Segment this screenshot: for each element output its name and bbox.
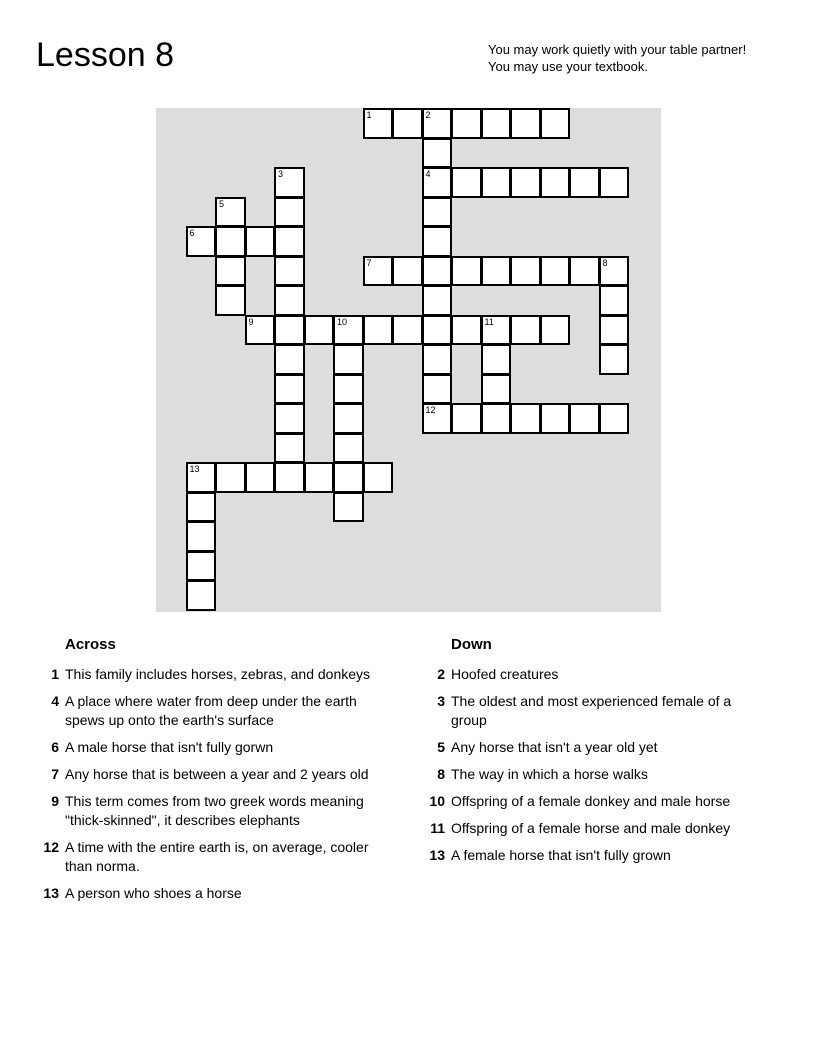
crossword-cell[interactable] [333,462,364,493]
clue-across [34,738,374,757]
clue-number: 7 [51,766,59,782]
crossword-cell[interactable] [422,138,453,169]
crossword-cell[interactable] [510,108,541,139]
crossword-cell[interactable] [599,344,630,375]
crossword-cell[interactable] [186,492,217,523]
down-clues [420,634,750,873]
crossword-cell[interactable] [274,433,305,464]
crossword-cell[interactable] [481,256,512,287]
crossword-cell[interactable] [451,403,482,434]
crossword-cell[interactable] [599,256,630,287]
cell-number: 1 [366,110,372,120]
clue-number: 4 [51,693,59,709]
crossword-cell[interactable] [540,256,571,287]
crossword-cell[interactable] [569,403,600,434]
clue-text: The oldest and most experienced female of a group [451,693,732,728]
clue-text: A person who shoes a horse [65,885,242,901]
crossword-cell[interactable] [274,344,305,375]
cell-number: 11 [484,316,494,327]
crossword-cell[interactable] [245,226,276,257]
clue-number: 3 [437,693,445,709]
crossword-cell[interactable] [333,344,364,375]
clue-text: A place where water from deep under the earth spews up onto the earth's surface [65,693,357,728]
crossword-cell[interactable] [274,374,305,405]
crossword-cell[interactable] [363,315,394,346]
crossword-cell[interactable] [186,580,217,611]
crossword-cell[interactable] [215,197,246,228]
crossword-grid [156,108,661,612]
clue-text: This family includes horses, zebras, and donkeys [65,666,371,682]
crossword-cell[interactable] [392,256,423,287]
crossword-cell[interactable] [274,315,305,346]
crossword-cell[interactable] [510,256,541,287]
cell-number: 8 [602,257,608,268]
cell-number: 7 [366,257,372,268]
crossword-cell[interactable] [333,403,364,434]
clue-number: 12 [43,839,59,855]
clue-down [420,665,750,684]
clue-down [420,765,750,784]
clue-down [420,792,750,811]
cell-number: 12 [425,405,436,415]
cell-number: 2 [425,110,431,120]
crossword-cell[interactable] [392,315,423,346]
instruction-line: You may use your textbook. [488,59,648,74]
crossword-cell[interactable] [510,315,541,346]
clue-text: A male horse that isn't fully gorwn [65,739,274,755]
clue-text: Any horse that is between a year and 2 years old [65,766,369,782]
crossword-cell[interactable] [186,521,217,552]
clue-text: Offspring of a female horse and male donkey [451,820,731,836]
crossword-cell[interactable] [186,226,217,257]
clue-number: 13 [43,885,59,901]
clue-text: Any horse that isn't a year old yet [451,739,658,755]
clue-number: 9 [51,793,59,809]
clue-across [34,792,374,830]
crossword-cell[interactable] [245,462,276,493]
crossword-cell[interactable] [481,167,512,198]
crossword-cell[interactable] [481,108,512,139]
clue-across [34,838,374,876]
crossword-cell[interactable] [481,403,512,434]
clue-text: Offspring of a female donkey and male horse [451,793,731,809]
crossword-cell[interactable] [363,462,394,493]
crossword-cell[interactable] [422,197,453,228]
across-clues [34,634,374,911]
crossword-cell[interactable] [274,462,305,493]
crossword-cell[interactable] [215,462,246,493]
crossword-cell[interactable] [363,108,394,139]
crossword-cell[interactable] [599,167,630,198]
cell-number: 10 [337,316,348,327]
clue-across [34,692,374,730]
clue-text: This term comes from two greek words meaning "thick-skinned", it describes elephants [65,793,364,828]
crossword-cell[interactable] [422,256,453,287]
crossword-cell[interactable] [304,462,335,493]
crossword-cell[interactable] [215,285,246,316]
clue-number: 11 [430,820,445,836]
clue-number: 8 [437,766,445,782]
crossword-cell[interactable] [510,403,541,434]
clue-number: 13 [429,847,445,863]
down-heading: Down [451,636,492,653]
clue-across [34,884,374,903]
crossword-cell[interactable] [333,374,364,405]
crossword-cell[interactable] [422,403,453,434]
crossword-cell[interactable] [569,167,600,198]
crossword-cell[interactable] [540,108,571,139]
cell-number: 13 [189,464,200,474]
clue-text: A time with the entire earth is, on average, cooler than norma. [65,839,369,874]
crossword-cell[interactable] [451,256,482,287]
crossword-cell[interactable] [569,256,600,287]
clue-number: 5 [437,739,445,755]
crossword-cell[interactable] [186,551,217,582]
cell-number: 4 [425,169,431,179]
crossword-cell[interactable] [274,256,305,287]
crossword-cell[interactable] [392,108,423,139]
clue-number: 1 [51,666,59,682]
crossword-cell[interactable] [186,462,217,493]
clue-across [34,765,374,784]
cell-number: 3 [278,169,284,179]
clue-down [420,692,750,730]
crossword-cell[interactable] [599,403,630,434]
crossword-cell[interactable] [481,374,512,405]
clue-text: Hoofed creatures [451,666,559,682]
clue-number: 6 [51,739,59,755]
crossword-cell[interactable] [540,315,571,346]
clue-number: 2 [437,666,445,682]
crossword-cell[interactable] [274,403,305,434]
crossword-cell[interactable] [422,374,453,405]
crossword-cell[interactable] [304,315,335,346]
crossword-cell[interactable] [422,108,453,139]
cell-number: 9 [248,316,254,327]
clue-down [420,738,750,757]
page-title: Lesson 8 [36,36,174,74]
crossword-cell[interactable] [451,108,482,139]
crossword-cell[interactable] [215,256,246,287]
crossword-cell[interactable] [481,315,512,346]
crossword-cell[interactable] [481,344,512,375]
clue-text: The way in which a horse walks [451,766,648,782]
crossword-cell[interactable] [333,492,364,523]
crossword-cell[interactable] [274,226,305,257]
instructions [488,41,746,75]
crossword-cell[interactable] [422,315,453,346]
crossword-cell[interactable] [599,315,630,346]
clue-number: 10 [429,793,445,809]
clue-down [420,819,750,838]
crossword-cell[interactable] [274,167,305,198]
crossword-cell[interactable] [333,315,364,346]
crossword-cell[interactable] [245,315,276,346]
crossword-cell[interactable] [510,167,541,198]
across-heading: Across [65,636,116,653]
crossword-cell[interactable] [422,285,453,316]
cell-number: 5 [219,198,225,209]
crossword-cell[interactable] [451,167,482,198]
crossword-cell[interactable] [540,167,571,198]
crossword-cell[interactable] [599,285,630,316]
crossword-cell[interactable] [451,315,482,346]
crossword-cell[interactable] [422,226,453,257]
clue-down [420,846,750,865]
crossword-cell[interactable] [540,403,571,434]
crossword-cell[interactable] [274,197,305,228]
crossword-cell[interactable] [363,256,394,287]
crossword-cell[interactable] [215,226,246,257]
crossword-cell[interactable] [274,285,305,316]
cell-number: 6 [189,228,195,238]
crossword-cell[interactable] [422,344,453,375]
clue-text: A female horse that isn't fully grown [451,847,671,863]
instruction-line: You may work quietly with your table partner! [488,42,747,57]
crossword-cell[interactable] [422,167,453,198]
clue-across [34,665,374,684]
crossword-cell[interactable] [333,433,364,464]
